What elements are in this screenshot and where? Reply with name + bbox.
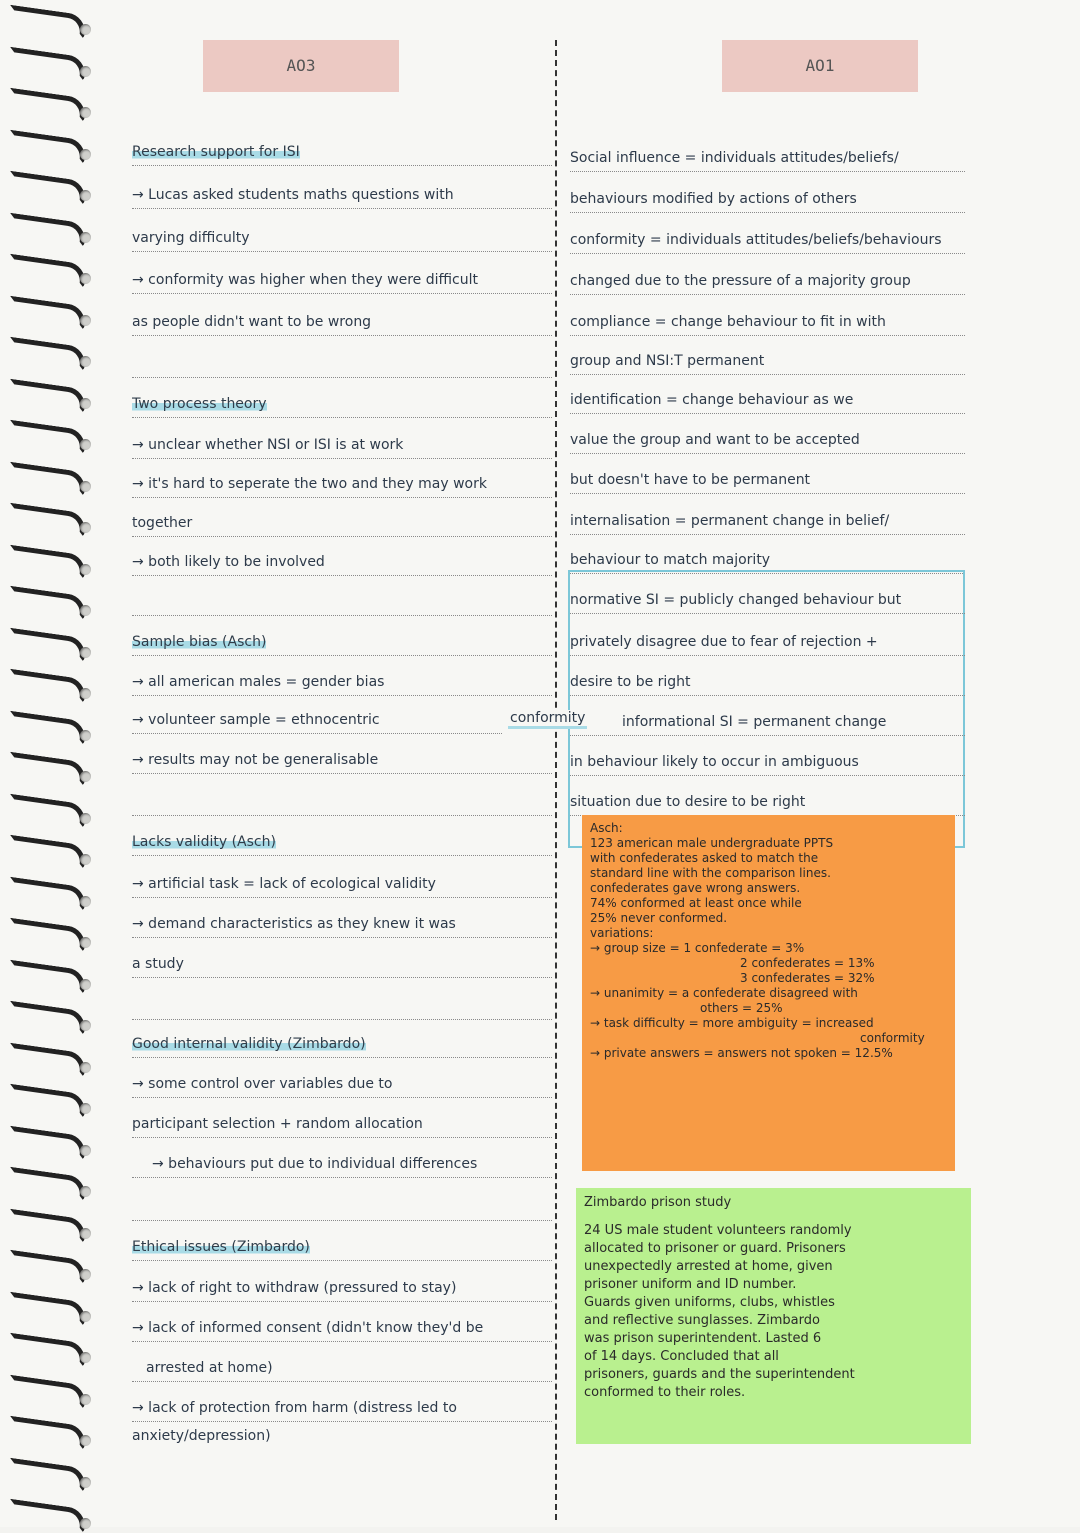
asch-note-line: → unanimity = a confederate disagreed with [590,986,858,1000]
note-line: → Lucas asked students maths questions with [132,183,552,209]
note-line: a study [132,952,552,978]
definition-line: compliance = change behaviour to fit in with [570,310,965,336]
note-line: → results may not be generalisable [132,748,552,774]
asch-note-title: Asch: [590,821,623,835]
blank-line [132,352,552,378]
spiral-ring [7,793,88,828]
spiral-ring [7,1374,88,1409]
binding-hole [80,896,91,907]
spiral-ring [7,1499,88,1533]
binding-hole [80,730,91,741]
spiral-ring [7,337,88,372]
binding-hole [80,149,91,160]
binding-hole [80,190,91,201]
binding-hole [80,564,91,575]
binding-hole [80,1186,91,1197]
spiral-ring [7,669,88,704]
binding-hole [80,24,91,35]
asch-note-line: 74% conformed at least once while [590,896,802,910]
binding-hole [80,273,91,284]
definition-line: but doesn't have to be permanent [570,468,965,494]
blank-line [132,1195,552,1221]
spiral-ring [7,129,88,164]
spiral-ring [7,503,88,538]
spiral-ring [7,1208,88,1243]
spiral-ring [7,1084,88,1119]
note-line: anxiety/depression) [132,1428,271,1444]
binding-hole [80,1062,91,1073]
binding-hole [80,315,91,326]
zimbardo-note-line: prisoners, guards and the superintendent [584,1367,855,1382]
spiral-ring [7,1042,88,1077]
zimbardo-sticky-note [576,1188,971,1444]
asch-note-line: 25% never conformed. [590,911,728,925]
note-line: → volunteer sample = ethnocentric [132,708,502,734]
boxed-line: privately disagree due to fear of rejection + [570,630,965,656]
definition-line: conformity = individuals attitudes/beliefs/behaviours [570,228,965,254]
binding-hole [80,979,91,990]
spiral-ring [7,1457,88,1492]
spiral-ring [7,1291,88,1326]
spiral-ring [7,1125,88,1160]
note-line: → it's hard to seperate the two and they may work [132,472,552,498]
binding-hole [80,1311,91,1322]
definition-line: group and NSI:T permanent [570,349,965,375]
note-line: as people didn't want to be wrong [132,310,552,336]
spiral-ring [7,295,88,330]
note-line: together [132,511,552,537]
spiral-ring [7,46,88,81]
binding-hole [80,771,91,782]
definition-line: behaviours modified by actions of others [570,187,965,213]
binding-hole [80,107,91,118]
asch-note-line: variations: [590,926,654,940]
internal-validity-heading: Good internal validity (Zimbardo) [132,1036,366,1052]
note-line: → both likely to be involved [132,550,552,576]
binding-hole [80,1435,91,1446]
zimbardo-note-line: unexpectedly arrested at home, given [584,1259,833,1274]
spiral-binding [0,0,95,1527]
asch-note-line: → private answers = answers not spoken = 12.5% [590,1046,893,1060]
zimbardo-note-title: Zimbardo prison study [584,1195,732,1210]
zimbardo-note-line: 24 US male student volunteers randomly [584,1223,852,1238]
binding-hole [80,1020,91,1031]
definition-line: value the group and want to be accepted [570,428,965,454]
boxed-line: desire to be right [570,670,965,696]
blank-line [132,790,552,816]
zimbardo-note-line: allocated to prisoner or guard. Prisoners [584,1241,846,1256]
asch-note-line: standard line with the comparison lines. [590,866,831,880]
note-line: → lack of protection from harm (distress led to [132,1396,552,1422]
binding-hole [80,647,91,658]
spiral-ring [7,1250,88,1285]
spiral-ring [7,1167,88,1202]
note-line: → artificial task = lack of ecological validity [132,872,552,898]
binding-hole [80,522,91,533]
asch-sticky-note [582,815,955,1171]
note-line: → unclear whether NSI or ISI is at work [132,433,552,459]
research-support-heading: Research support for ISI [132,144,300,160]
definition-line: Social influence = individuals attitudes/beliefs/ [570,146,965,172]
asch-note-line: 2 confederates = 13% [740,956,875,970]
asch-note-line: with confederates asked to match the [590,851,819,865]
binding-hole [80,1394,91,1405]
spiral-ring [7,544,88,579]
spiral-ring [7,835,88,870]
spiral-ring [7,378,88,413]
two-process-heading: Two process theory [132,396,267,412]
spiral-ring [7,1333,88,1368]
lacks-validity-heading: Lacks validity (Asch) [132,834,276,850]
conformity-label: conformity [508,710,587,729]
binding-hole [80,1103,91,1114]
zimbardo-note-line: was prison superintendent. Lasted 6 [584,1331,822,1346]
definition-line: behaviour to match majority [570,548,965,574]
zimbardo-note-line: conformed to their roles. [584,1385,746,1400]
boxed-line: situation due to desire to be right [570,790,965,816]
note-line: → lack of informed consent (didn't know they'd be [132,1316,552,1342]
note-line: varying difficulty [132,226,552,252]
binding-hole [80,937,91,948]
note-line: arrested at home) [132,1356,552,1382]
binding-hole [80,398,91,409]
zimbardo-note-line: and reflective sunglasses. Zimbardo [584,1313,820,1328]
spiral-ring [7,1001,88,1036]
note-line: → demand characteristics as they knew it was [132,912,552,938]
column-divider [555,40,557,1520]
binding-hole [80,481,91,492]
binding-hole [80,232,91,243]
note-line: participant selection + random allocation [132,1112,552,1138]
spiral-ring [7,710,88,745]
binding-hole [80,1477,91,1488]
definition-line: internalisation = permanent change in belief/ [570,509,965,535]
binding-hole [80,1145,91,1156]
asch-note-line: confederates gave wrong answers. [590,881,801,895]
asch-note-line: 3 confederates = 32% [740,971,875,985]
spiral-ring [7,420,88,455]
blank-line [132,590,552,616]
binding-hole [80,1228,91,1239]
spiral-ring [7,1416,88,1451]
note-line: → behaviours put due to individual differences [132,1152,552,1178]
spiral-ring [7,171,88,206]
spiral-ring [7,212,88,247]
binding-hole [80,1352,91,1363]
binding-hole [80,439,91,450]
ethical-issues-heading: Ethical issues (Zimbardo) [132,1239,310,1255]
asch-note-line: → group size = 1 confederate = 3% [590,941,805,955]
boxed-line: in behaviour likely to occur in ambiguous [570,750,965,776]
blank-line [132,994,552,1020]
spiral-ring [7,627,88,662]
binding-hole [80,854,91,865]
asch-note-line: others = 25% [700,1001,783,1015]
binding-hole [80,813,91,824]
sample-bias-heading: Sample bias (Asch) [132,634,267,650]
zimbardo-note-line: prisoner uniform and ID number. [584,1277,797,1292]
zimbardo-note-line: of 14 days. Concluded that all [584,1349,779,1364]
spiral-ring [7,461,88,496]
spiral-ring [7,876,88,911]
note-line: → some control over variables due to [132,1072,552,1098]
binding-hole [80,356,91,367]
asch-note-line: conformity [860,1031,925,1045]
spiral-ring [7,752,88,787]
asch-note-line: → task difficulty = more ambiguity = increased [590,1016,874,1030]
binding-hole [80,688,91,699]
binding-hole [80,1518,91,1529]
spiral-ring [7,586,88,621]
note-line: → all american males = gender bias [132,670,552,696]
note-line: → conformity was higher when they were difficult [132,268,552,294]
definition-line: identification = change behaviour as we [570,388,965,414]
binding-hole [80,1269,91,1280]
definition-line: changed due to the pressure of a majority group [570,269,965,295]
binding-hole [80,66,91,77]
spiral-ring [7,88,88,123]
spiral-ring [7,5,88,40]
spiral-ring [7,959,88,994]
boxed-line: informational SI = permanent change [570,710,965,736]
zimbardo-note-line: Guards given uniforms, clubs, whistles [584,1295,835,1310]
ao1-label: AO1 [722,40,918,92]
boxed-line: normative SI = publicly changed behaviour but [570,588,965,614]
ao3-label: AO3 [203,40,399,92]
note-line: → lack of right to withdraw (pressured to stay) [132,1276,552,1302]
binding-hole [80,605,91,616]
asch-note-line: 123 american male undergraduate PPTS [590,836,834,850]
spiral-ring [7,918,88,953]
spiral-ring [7,254,88,289]
